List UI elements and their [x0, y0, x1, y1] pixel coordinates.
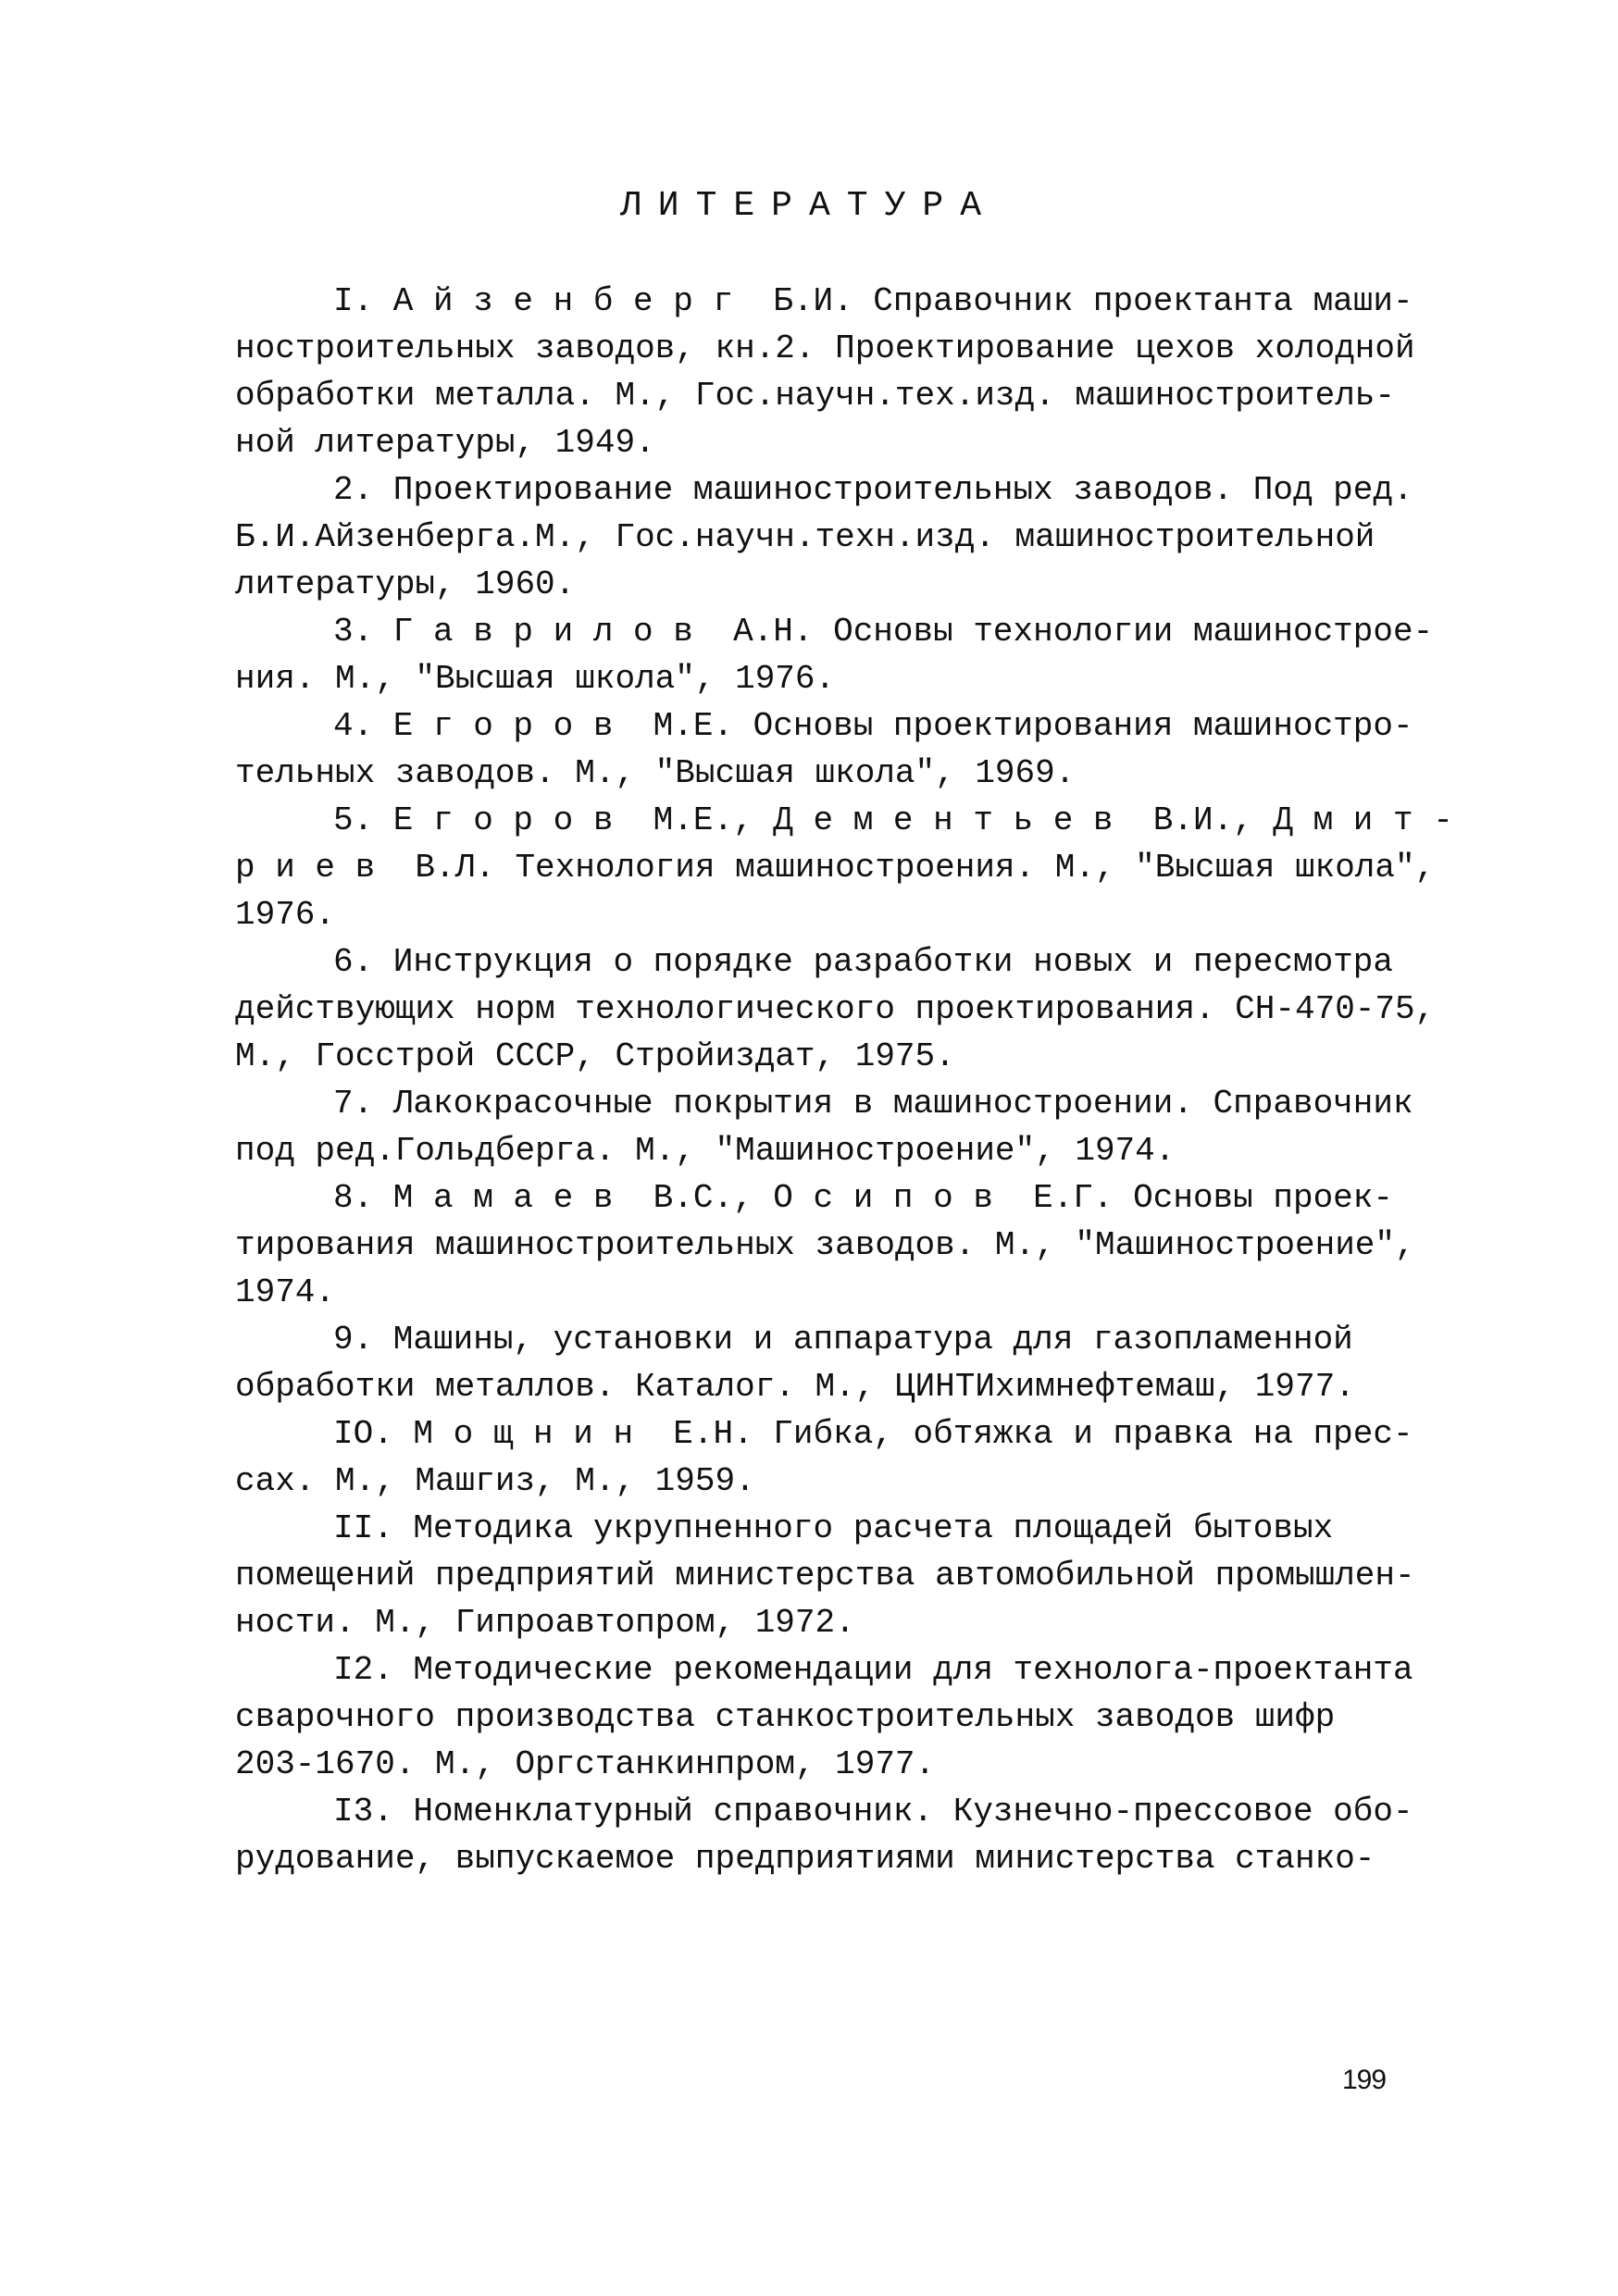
- entry-line: ностроительных заводов, кн.2. Проектирование цехов холодной: [235, 329, 1415, 367]
- entry-line: ной литературы, 1949.: [235, 424, 655, 462]
- entry-line: 9. Машины, установки и аппаратура для газопламенной: [333, 1321, 1353, 1359]
- entry-line: ния. М., "Высшая школа", 1976.: [235, 660, 836, 698]
- entry-line: рудование, выпускаемое предприятиями министерства станко-: [235, 1840, 1375, 1878]
- entry-line: 1974.: [235, 1273, 336, 1311]
- bibliography-entry: [235, 1410, 1413, 1505]
- entry-line: II. Методика укрупненного расчета площадей бытовых: [333, 1509, 1334, 1547]
- bibliography-entry: [235, 1505, 1415, 1646]
- entry-line: тирования машиностроительных заводов. М., "Машиностроение",: [235, 1226, 1415, 1264]
- entry-line: сах. М., Машгиз, М., 1959.: [235, 1462, 755, 1500]
- entry-line: 5. Е г о р о в М.Е., Д е м е н т ь е в В.И., Д м и т -: [333, 801, 1453, 839]
- bibliography-entry: [235, 702, 1413, 797]
- entry-line: I3. Номенклатурный справочник. Кузнечно-прессовое обо-: [333, 1793, 1413, 1831]
- entry-line: обработки металлов. Каталог. М., ЦИНТИхимнефтемаш, 1977.: [235, 1368, 1355, 1406]
- entry-line: 203-1670. М., Оргстанкинпром, 1977.: [235, 1745, 936, 1783]
- bibliography-entry: [235, 608, 1434, 702]
- bibliography-entry: [235, 278, 1415, 466]
- entry-line: I2. Методические рекомендации для технолога-проектанта: [333, 1651, 1413, 1689]
- entry-line: 2. Проектирование машиностроительных заводов. Под ред.: [333, 471, 1413, 509]
- entry-line: ности. М., Гипроавтопром, 1972.: [235, 1604, 855, 1642]
- entry-line: помещений предприятий министерства автомобильной промышлен-: [235, 1557, 1415, 1595]
- page-title: ЛИТЕРАТУРА: [619, 186, 999, 226]
- entry-line: обработки металла. М., Гос.научн.тех.изд. машиностроитель-: [235, 377, 1396, 415]
- entry-line: Б.И.Айзенберга.М., Гос.научн.техн.изд. машиностроительной: [235, 518, 1375, 556]
- entry-line: I. А й з е н б е р г Б.И. Справочник проектанта маши-: [333, 282, 1413, 320]
- bibliography-entry: [235, 1080, 1413, 1174]
- bibliography-entry: [235, 1646, 1413, 1788]
- entry-line: р и е в В.Л. Технология машиностроения. М., "Высшая школа",: [235, 849, 1436, 887]
- entry-line: 8. М а м а е в В.С., О с и п о в Е.Г. Основы проек-: [333, 1179, 1393, 1217]
- entry-line: 7. Лакокрасочные покрытия в машиностроении. Справочник: [333, 1085, 1413, 1123]
- entry-line: 4. Е г о р о в М.Е. Основы проектирования машиностро-: [333, 707, 1413, 745]
- entry-line: IO. М о щ н и н Е.Н. Гибка, обтяжка и правка на прес-: [333, 1415, 1413, 1453]
- bibliography-entry: [235, 1788, 1413, 1882]
- bibliography-entry: [235, 1174, 1415, 1316]
- bibliography-entry: [235, 797, 1453, 938]
- entry-line: тельных заводов. М., "Высшая школа", 1969.: [235, 754, 1076, 792]
- entry-line: М., Госстрой СССР, Стройиздат, 1975.: [235, 1037, 955, 1075]
- bibliography-entry: [235, 938, 1436, 1080]
- entry-line: 6. Инструкция о порядке разработки новых и пересмотра: [333, 943, 1393, 981]
- entry-line: под ред.Гольдберга. М., "Машиностроение", 1974.: [235, 1132, 1176, 1170]
- entry-line: 3. Г а в р и л о в А.Н. Основы технологии машинострое-: [333, 613, 1434, 651]
- bibliography-entry: [235, 466, 1413, 608]
- bibliography-list: [235, 278, 1453, 1882]
- entry-line: литературы, 1960.: [235, 565, 576, 603]
- entry-line: действующих норм технологического проектирования. СН-470-75,: [235, 990, 1436, 1028]
- entry-line: 1976.: [235, 896, 336, 934]
- bibliography-entry: [235, 1316, 1374, 1410]
- entry-line: сварочного производства станкостроительных заводов шифр: [235, 1698, 1336, 1736]
- page-number: 199: [1342, 2065, 1387, 2095]
